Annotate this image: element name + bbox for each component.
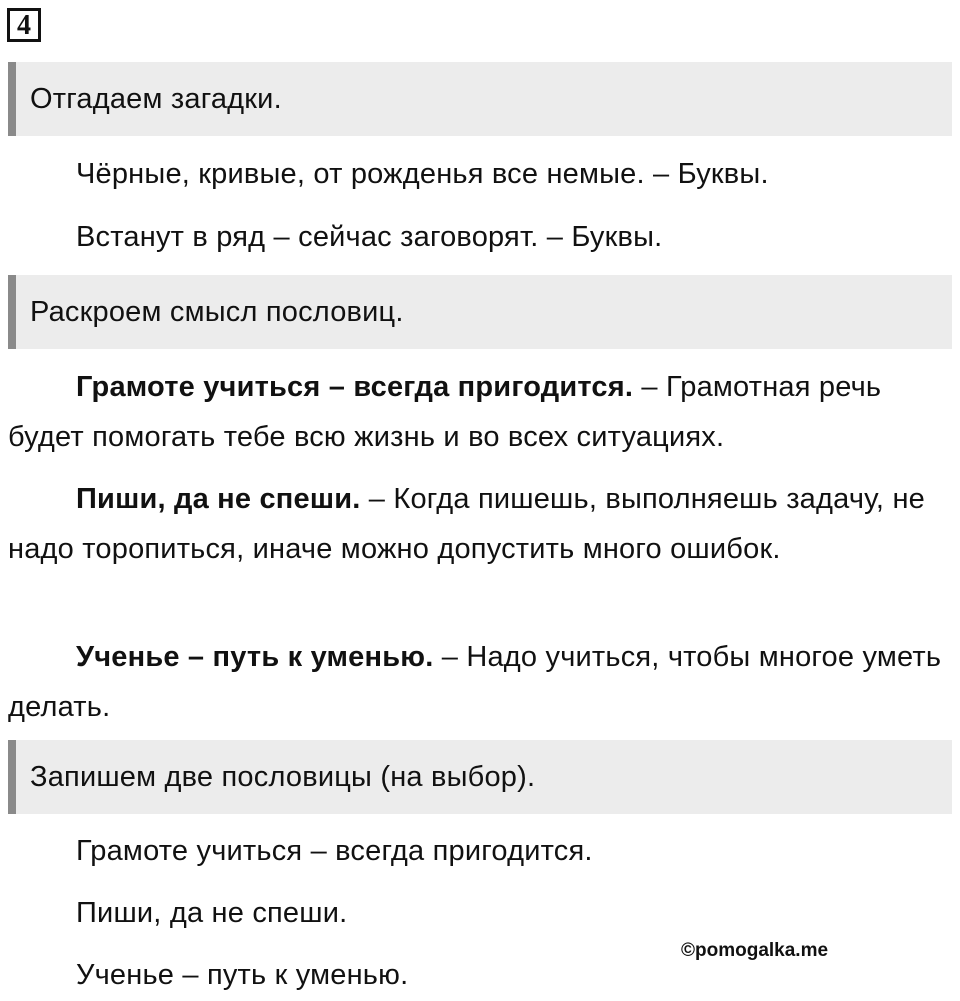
chosen-proverb-line: Грамоте учиться – всегда пригодится. (76, 835, 593, 867)
chosen-proverb-line: Пиши, да не спеши. (76, 897, 348, 929)
proverb-explanation: – Когда пишешь, выполняешь задачу, не надо торопиться, иначе можно допустить много ошибок. (8, 483, 925, 565)
proverb-explanation: – Грамотная речь будет помогать тебе всю жизнь и во всех ситуациях. (8, 371, 882, 453)
proverb-text: Грамоте учиться – всегда пригодится. (76, 371, 634, 403)
proverb-paragraph (8, 474, 952, 574)
section-heading-write-proverbs (8, 740, 952, 814)
section-heading-text: Отгадаем загадки. (30, 82, 282, 115)
chosen-proverb-line: Ученье – путь к уменью. (76, 959, 409, 991)
section-heading-text: Раскроем смысл пословиц. (30, 295, 404, 328)
task-number-badge: 4 (7, 8, 41, 42)
riddle-line: Чёрные, кривые, от рожденья все немые. – Буквы. (76, 158, 769, 190)
section-heading-riddles (8, 62, 952, 136)
section-heading-text: Запишем две пословицы (на выбор). (30, 760, 536, 793)
section-heading-proverbs (8, 275, 952, 349)
proverb-explanation: – Надо учиться, чтобы многое уметь делать. (8, 641, 942, 723)
copyright-label: ©pomogalka.me (681, 940, 829, 961)
riddle-line: Встанут в ряд – сейчас заговорят. – Буквы. (76, 221, 663, 253)
proverb-text: Пиши, да не спеши. (76, 483, 361, 515)
proverb-paragraph (8, 632, 952, 732)
proverb-paragraph (8, 362, 952, 462)
proverb-text: Ученье – путь к уменью. (76, 641, 434, 673)
